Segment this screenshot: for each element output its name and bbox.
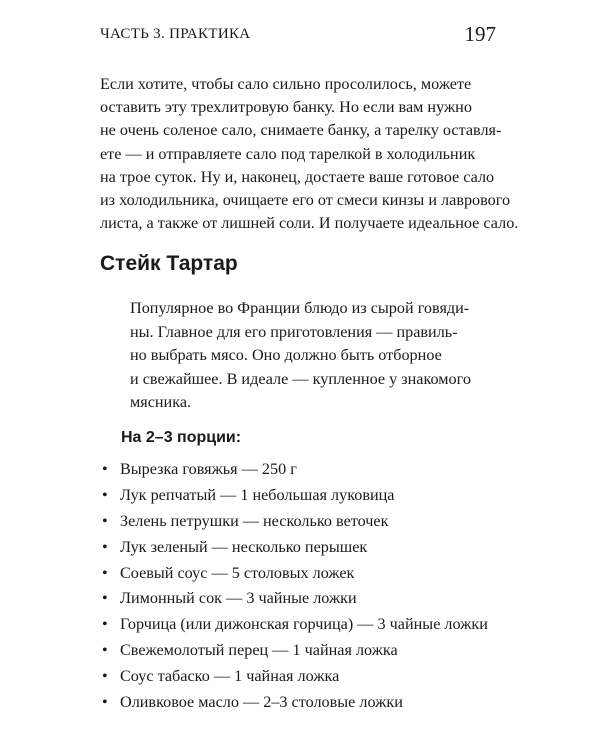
ingredient-item <box>100 535 520 561</box>
body-line: ете — и отправляете сало под тарелкой в холодильник <box>100 144 476 163</box>
ingredient-item <box>100 561 520 587</box>
body-line: Если хотите, чтобы сало сильно просолилось, можете <box>100 75 472 93</box>
recipe-title: Стейк Тартар <box>100 252 238 275</box>
bullet-icon: • <box>102 511 108 530</box>
ingredient-text: Соус табаско — 1 чайная ложка <box>120 667 340 686</box>
bullet-icon: • <box>102 641 108 660</box>
servings-heading: На 2–3 порции: <box>121 429 242 446</box>
body-line: не очень соленое сало, снимаете банку, а тарелку оставля- <box>100 121 502 140</box>
body-paragraph <box>100 73 519 235</box>
recipe-intro <box>130 297 500 415</box>
body-line: из холодильника, очищаете его от смеси кинзы и лаврового <box>100 191 511 210</box>
ingredient-item <box>100 483 520 509</box>
ingredient-text: Лимонный сок — 3 чайные ложки <box>120 589 357 608</box>
bullet-icon: • <box>102 485 108 504</box>
bullet-icon: • <box>102 589 108 608</box>
body-line: оставить эту трехлитровую банку. Но если вам нужно <box>100 98 472 117</box>
intro-line: Популярное во Франции блюдо из сырой говяди- <box>130 299 470 317</box>
ingredient-item <box>100 586 520 612</box>
ingredient-item <box>100 638 520 664</box>
bullet-icon: • <box>102 667 108 686</box>
body-line: на трое суток. Ну и, наконец, достаете ваше готовое сало <box>100 167 495 186</box>
ingredient-list <box>100 457 520 716</box>
intro-line: ны. Главное для его приготовления — правиль- <box>130 322 458 341</box>
bullet-icon: • <box>102 615 108 634</box>
running-header <box>100 22 500 46</box>
ingredient-item <box>100 664 520 690</box>
intro-line: и свежайшее. В идеале — купленное у знакомого <box>130 369 471 388</box>
ingredient-text: Оливковое масло — 2–3 столовые ложки <box>120 693 403 712</box>
bullet-icon: • <box>102 693 108 712</box>
section-title: ЧАСТЬ 3. ПРАКТИКА <box>100 26 251 42</box>
ingredient-text: Горчица (или дижонская горчица) — 3 чайные ложки <box>120 615 488 634</box>
ingredient-item <box>100 690 520 716</box>
body-line: листа, а также от лишней соли. И получаете идеальное сало. <box>100 214 519 233</box>
ingredient-item <box>100 509 520 535</box>
bullet-icon: • <box>102 537 108 556</box>
ingredient-text: Зелень петрушки — несколько веточек <box>120 511 389 530</box>
ingredient-text: Лук репчатый — 1 небольшая луковица <box>120 485 395 504</box>
bullet-icon: • <box>102 563 108 582</box>
ingredient-item <box>100 612 520 638</box>
ingredient-text: Лук зеленый — несколько перышек <box>120 537 368 556</box>
ingredient-text: Свежемолотый перец — 1 чайная ложка <box>120 641 398 660</box>
ingredient-text: Соевый соус — 5 столовых ложек <box>120 563 355 582</box>
ingredient-text: Вырезка говяжья — 250 г <box>120 460 297 478</box>
intro-line: мясника. <box>130 393 192 411</box>
page-number: 197 <box>464 22 496 46</box>
intro-line: но выбрать мясо. Оно должно быть отборное <box>130 346 442 364</box>
ingredient-item <box>100 457 520 483</box>
bullet-icon: • <box>102 460 108 478</box>
